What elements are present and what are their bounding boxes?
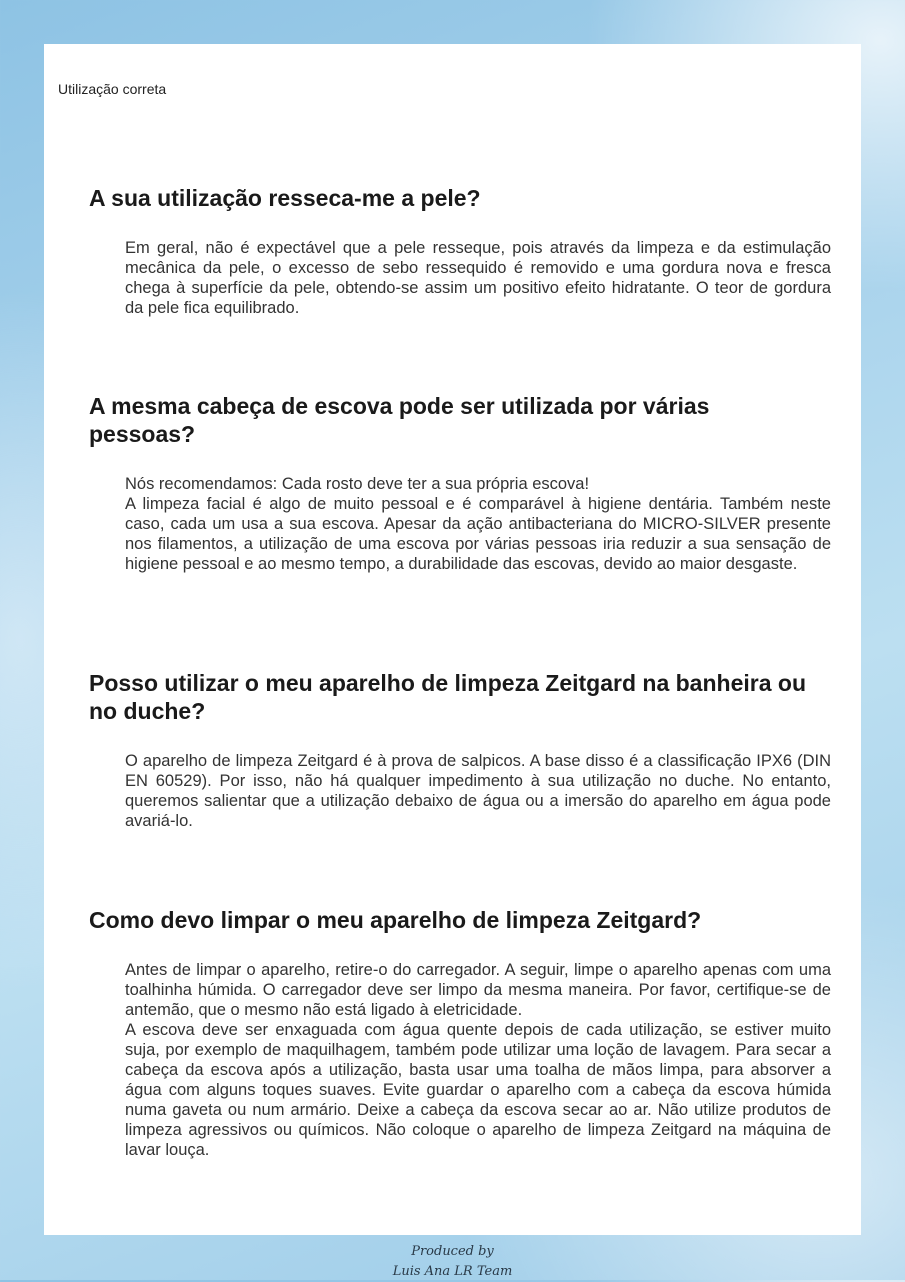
producer-credit (0, 1242, 905, 1282)
paragraph: A escova deve ser enxaguada com água quente depois de cada utilização, se estiver muito suja, por exemplo de maquilhagem, também pode utilizar uma loção de lavagem. Para secar a cabeça da escova após a utilização, basta usar uma toalha de mãos limpa, para absorver a água com alguns toques suaves. Evite guardar o aparelho com a cabeça da escova húmida numa gaveta ou num armário. Deixe a cabeça da escova secar ao ar. Não utilize produtos de limpeza agressivos ou químicos. Não coloque o aparelho de limpeza Zeitgard na máquina de lavar louça. (125, 1021, 831, 1159)
section-heading: Posso utilizar o meu aparelho de limpeza Zeitgard na banheira ou no duche? (89, 670, 806, 724)
paragraph: Nós recomendamos: Cada rosto deve ter a sua própria escova! (125, 475, 590, 493)
faq-section-cleaning-device (89, 906, 831, 1160)
section-body (125, 960, 831, 1160)
paragraph: A limpeza facial é algo de muito pessoal e é comparável à higiene dentária. Também neste caso, cada um usa a sua escova. Apesar da ação antibacteriana do MICRO-SILVER presente nos filamentos, a utilização de uma escova por várias pessoas iria reduzir a sua sensação de higiene pessoal e ao mesmo tempo, a durabilidade das escovas, devido ao maior desgaste. (125, 495, 831, 573)
faq-section-bath-shower (89, 669, 831, 831)
running-header: Utilização correta (58, 81, 167, 97)
section-heading: A sua utilização resseca-me a pele? (89, 185, 481, 211)
producer-credit-team: Luis Ana LR Team (392, 1264, 513, 1279)
producer-credit-line: Produced by (411, 1244, 494, 1259)
section-body (125, 238, 831, 318)
paragraph: O aparelho de limpeza Zeitgard é à prova de salpicos. A base disso é a classificação IPX6 (DIN EN 60529). Por isso, não há qualquer impedimento à sua utilização no duche. No entanto, queremos salientar que a utilização debaixo de água ou a imersão do aparelho em água pode avariá-lo. (125, 752, 831, 830)
paragraph: Antes de limpar o aparelho, retire-o do carregador. A seguir, limpe o aparelho apenas com uma toalhinha húmida. O carregador deve ser limpo da mesma maneira. Por favor, certifique-se de antemão, que o mesmo não está ligado à eletricidade. (125, 961, 831, 1019)
paragraph: Em geral, não é expectável que a pele resseque, pois através da limpeza e da estimulação mecânica da pele, o excesso de sebo ressequido é removido e uma gordura nova e fresca chega à superfície da pele, obtendo-se assim um positivo efeito hidratante. O teor de gordura da pele fica equilibrado. (125, 239, 831, 317)
faq-section-skin-dryness (89, 184, 831, 318)
document-page (44, 44, 861, 1235)
section-body (125, 751, 831, 831)
faq-section-shared-brush-head (89, 392, 831, 574)
section-heading: Como devo limpar o meu aparelho de limpeza Zeitgard? (89, 907, 702, 933)
section-body (125, 474, 831, 574)
section-heading: A mesma cabeça de escova pode ser utilizada por várias pessoas? (89, 393, 710, 447)
